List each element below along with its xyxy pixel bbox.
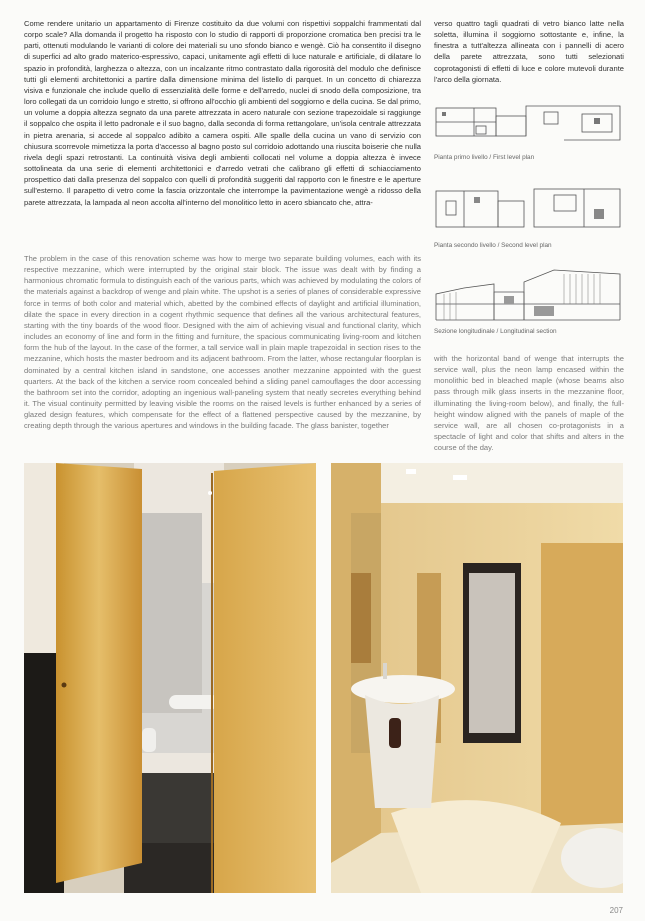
second-level-plan-caption: Pianta secondo livello / Second level plan xyxy=(434,242,552,249)
longitudinal-section-caption: Sezione longitudinale / Longitudinal section xyxy=(434,328,557,335)
photo-bathroom-sink-image xyxy=(331,463,623,893)
english-text-main: The problem in the case of this renovation scheme was how to merge two separate building volumes, each with its respective mezzanine, which were interrupted by the original stair block. The issue was dealt with by finding a harmonious chromatic formula to distinguish each of the various parts, which was achieved by modulating the colors of the materials against a backdrop of wenge and plain white. The upshot is a series of planes of considerable expressive force in terms of both color and material which, abetted by the combined effects of daylight and artificial illumination, dilate the space in every direction in a cogent rhythmic sequence that defines all the various architectural features, starting with the tiny boards of the wood floor. Designed with the aim of achieving visual and functional clarity, which includes an economy of line and form in the fitting and furniture, the spacious communicating living-room and kitchen form the hub of the layout. In the case of the former, a tall service wall in plain maple trapezoidal in section rises to the mezzanine, which hosts the master bedroom and its adjacent bathroom. From the latter, whose rectangular floorplan is dominated by a central kitchen island in sandstone, one accesses another mezzanine appointed with the guest quarters. At the back of the kitchen a service room concealed behind a sliding panel camouflages the door accessing the bathroom set into the corridor, adopting an ingenious wall-paneling system that neatly secretes everything behind it. The visual continuity permitted by leaving visible the rooms on the raised levels is further enhanced by a series of glazed design features, which compensate for the effect of a flattened perspective caused by the mezzanine, by creating depth through the various apertures and windows in the building facade. The glass banister, together xyxy=(24,254,421,431)
first-level-plan xyxy=(434,98,624,161)
first-level-plan-caption: Pianta primo livello / First level plan xyxy=(434,154,535,161)
italian-text-main: Come rendere unitario un appartamento di Firenze costituito da due volumi con rispettivi soppalchi frammentati dal corpo scale? Alla domanda il progetto ha risposto con lo studio di rapporti di proporzione cromatica ben precisi tra le parti, ottenuti modulando le varianti di colore dei materiali su uno sfondo bianco e wengè. Ciò ha consentito il disegno di superfici ad alto grado materico-espressivo, capaci, unitamente agli effetti di luce naturale e artificiale, di dilatare lo spazio in profondità, larghezza o altezza, con un incalzante ritmo contrastato dalla rigorosità del modulo che definisce tutti gli elementi architettonici a partire dalla dimensione minima del listello di parquet. In un concetto di chiarezza visiva e funzionale che include quello di essenzialità delle forme e dell'arredo, nuclei di snodo della composizione, tra loro collegati da un corridoio lungo e stretto, si offrono all'occhio gli ambienti del soggiorno e della cucina. Se dal primo, un volume a doppia altezza segnato da una parete attrezzata in acero naturale con sezione trapezoidale si raggiunge il soppalco che ospita il letto padronale e il suo bagno, dalla seconda di forma rettangolare, un'isola centrale attrezzata in pietra arenaria, si accede al soppalco adibito a camera ospiti. Alle spalle della cucina un vano di servizio con chiusura scorrevole mimetizza la porta d'accesso al bagno posto sul corridoio adottando una riuscita boiserie che nulla rivela degli spazi retrostanti. La continuità visiva degli ambienti collocati nel volume a doppia altezza è invece sottolineata da una serie di elementi architettonici e d'arredo vetrati che calibrano gli effetti di schiacciamento prospettico dati dalla presenza del soppalco con quelli di profondità suggeriti dal rapporto con le finestre e le aperture sull'esterno. Il parapetto di vetro come la fascia orizzontale che interrompe la pavimentazione wengè a ridosso della parete attrezzata, la lampada al neon accolta all'interno del monolitico letto in acero sbiancato che, attra- xyxy=(24,19,421,207)
photo-maple-doors xyxy=(24,463,316,893)
photo-bathroom-sink xyxy=(331,463,623,893)
longitudinal-section-drawing xyxy=(434,262,624,324)
second-level-plan xyxy=(434,183,624,249)
first-level-plan-drawing xyxy=(434,98,624,150)
english-text-continuation: with the horizontal band of wenge that interrupts the service wall, plus the neon lamp encased within the monolithic bed in bleached maple (whose beams also pass through milk glass inserts in the mezzanine floor, illuminating the living-room below), and finally, the full-height window aligned with the panels of maple of the service wall, are all chosen co-protagonists in a spectacle of light and color that shifts and alters in the course of the day. xyxy=(434,354,624,453)
page-number: 207 xyxy=(609,906,623,915)
longitudinal-section xyxy=(434,262,624,335)
italian-text-continuation: verso quattro tagli quadrati di vetro bianco latte nella soletta, illumina il soggiorno sottostante e, infine, la finestra a tutt'altezza allineata con i pannelli di acero della parete attrezzata, sono tutti selezionati coprotagonisti di effetti di luce e colore mutevoli durante l'arco della giornata. xyxy=(434,19,624,84)
photo-maple-doors-image xyxy=(24,463,316,893)
second-level-plan-drawing xyxy=(434,183,624,238)
